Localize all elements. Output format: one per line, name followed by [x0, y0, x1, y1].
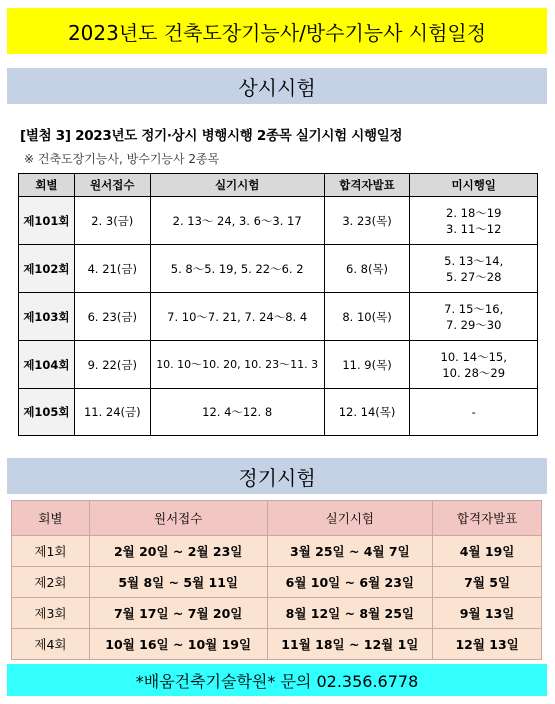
header-result: 합격자발표 [433, 501, 542, 536]
round-cell: 제104회 [19, 341, 75, 389]
attachment-note: ※ 건축도장기능사, 방수기능사 2종목 [24, 152, 220, 166]
skip-cell [410, 245, 538, 293]
skip-line: 5. 13～14, [444, 253, 504, 268]
skip-cell [410, 197, 538, 245]
table-row [12, 536, 542, 567]
skip-line: 10. 14～15, [440, 349, 507, 364]
apply-cell: 2. 3(금) [74, 197, 150, 245]
table-row [12, 629, 542, 660]
result-cell: 11. 9(목) [324, 341, 410, 389]
round-cell: 제2회 [12, 567, 90, 598]
table-row [19, 341, 538, 389]
contact-banner: *배움건축기술학원* 문의 02.356.6778 [7, 664, 547, 696]
table-row [19, 293, 538, 341]
result-cell: 8. 10(목) [324, 293, 410, 341]
skip-line: 2. 18～19 [446, 205, 502, 220]
round-cell: 제4회 [12, 629, 90, 660]
header-round: 회별 [12, 501, 90, 536]
skip-line: 7. 15～16, [444, 301, 504, 316]
header-exam: 실기시험 [150, 174, 324, 197]
section-heading-frequent: 상시시험 [7, 68, 547, 104]
header-skip: 미시행일 [410, 174, 538, 197]
table-header-row [19, 174, 538, 197]
table-row [19, 197, 538, 245]
result-cell: 4월 19일 [433, 536, 542, 567]
exam-cell: 7. 10～7. 21, 7. 24～8. 4 [150, 293, 324, 341]
exam-cell: 3월 25일 ~ 4월 7일 [267, 536, 433, 567]
header-result: 합격자발표 [324, 174, 410, 197]
header-exam: 실기시험 [267, 501, 433, 536]
apply-cell: 2월 20일 ~ 2월 23일 [89, 536, 267, 567]
exam-cell: 12. 4～12. 8 [150, 389, 324, 436]
apply-cell: 5월 8일 ~ 5월 11일 [89, 567, 267, 598]
result-cell: 9월 13일 [433, 598, 542, 629]
skip-line: 3. 11～12 [446, 221, 502, 236]
skip-line: 10. 28～29 [442, 365, 506, 380]
frequent-exam-table [18, 173, 538, 436]
header-apply: 원서접수 [74, 174, 150, 197]
result-cell: 12월 13일 [433, 629, 542, 660]
regular-exam-table [11, 500, 542, 660]
table-row [19, 245, 538, 293]
round-cell: 제3회 [12, 598, 90, 629]
skip-line: 7. 29～30 [446, 317, 502, 332]
result-cell: 6. 8(목) [324, 245, 410, 293]
apply-cell: 7월 17일 ~ 7월 20일 [89, 598, 267, 629]
round-cell: 제1회 [12, 536, 90, 567]
skip-cell [410, 293, 538, 341]
exam-cell: 5. 8～5. 19, 5. 22～6. 2 [150, 245, 324, 293]
apply-cell: 11. 24(금) [74, 389, 150, 436]
result-cell: 12. 14(목) [324, 389, 410, 436]
table-row [19, 389, 538, 436]
round-cell: 제105회 [19, 389, 75, 436]
result-cell: 7월 5일 [433, 567, 542, 598]
round-cell: 제101회 [19, 197, 75, 245]
round-cell: 제102회 [19, 245, 75, 293]
table-header-row [12, 501, 542, 536]
exam-cell: 6월 10일 ~ 6월 23일 [267, 567, 433, 598]
skip-line: 5. 27～28 [446, 269, 502, 284]
section-heading-regular: 정기시험 [7, 458, 547, 494]
result-cell: 3. 23(목) [324, 197, 410, 245]
exam-cell: 10. 10～10. 20, 10. 23～11. 3 [150, 341, 324, 389]
attachment-title: [별첨 3] 2023년도 정기·상시 병행시행 2종목 실기시험 시행일정 [20, 128, 403, 144]
header-apply: 원서접수 [89, 501, 267, 536]
skip-cell: - [410, 389, 538, 436]
apply-cell: 9. 22(금) [74, 341, 150, 389]
apply-cell: 10월 16일 ~ 10월 19일 [89, 629, 267, 660]
skip-cell [410, 341, 538, 389]
header-round: 회별 [19, 174, 75, 197]
apply-cell: 4. 21(금) [74, 245, 150, 293]
exam-cell: 11월 18일 ~ 12월 1일 [267, 629, 433, 660]
exam-cell: 2. 13～ 24, 3. 6～3. 17 [150, 197, 324, 245]
table-row [12, 598, 542, 629]
top-banner-title: 2023년도 건축도장기능사/방수기능사 시험일정 [7, 8, 547, 54]
exam-cell: 8월 12일 ~ 8월 25일 [267, 598, 433, 629]
round-cell: 제103회 [19, 293, 75, 341]
table-row [12, 567, 542, 598]
apply-cell: 6. 23(금) [74, 293, 150, 341]
